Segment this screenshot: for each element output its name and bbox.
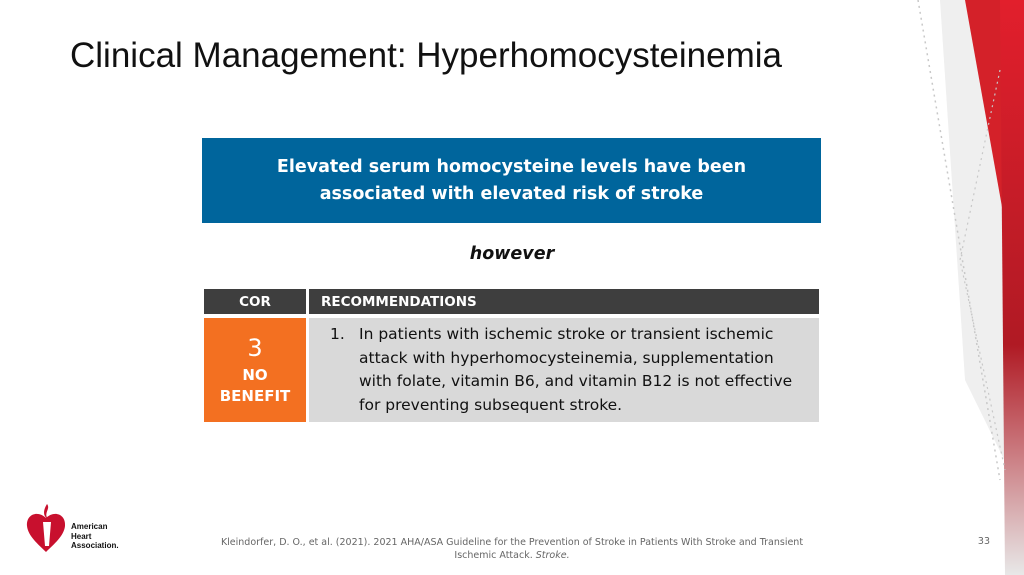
- logo-wordmark: [71, 522, 119, 551]
- header-cor: COR: [204, 289, 306, 314]
- logo-line-3: Association.: [71, 541, 119, 550]
- cor-label-line-1: NO: [242, 366, 268, 384]
- highlight-line-2: associated with elevated risk of stroke: [319, 183, 704, 204]
- highlight-line-1: Elevated serum homocysteine levels have been: [276, 156, 747, 177]
- cor-number: 3: [247, 334, 263, 362]
- citation: [210, 536, 814, 562]
- citation-journal: Stroke.: [535, 550, 570, 561]
- highlight-box: [202, 138, 821, 223]
- slide-title: Clinical Management: Hyperhomocysteinemia: [70, 36, 782, 75]
- recommendation-number: 1.: [330, 325, 345, 343]
- logo-line-2: Heart: [71, 531, 92, 541]
- connector-text: however: [469, 244, 555, 264]
- recommendation-text: In patients with ischemic stroke or transient ischemic attack with hyperhomocysteinemia, supplementation with folate, vitamin B6, and vitamin B12 is not effective for preventing subsequent stroke.: [359, 325, 793, 414]
- logo-line-1: American: [71, 522, 108, 531]
- recommendation-cell: [309, 318, 819, 422]
- cor-label: [204, 365, 306, 407]
- page-number: 33: [977, 536, 990, 547]
- cor-label-line-2: BENEFIT: [219, 387, 291, 405]
- cor-cell: [204, 318, 306, 422]
- citation-text: Kleindorfer, D. O., et al. (2021). 2021 AHA/ASA Guideline for the Prevention of Stroke in Patients With Stroke and Transient Ischemic Attack.: [220, 537, 804, 561]
- header-recommendations: RECOMMENDATIONS: [309, 289, 819, 314]
